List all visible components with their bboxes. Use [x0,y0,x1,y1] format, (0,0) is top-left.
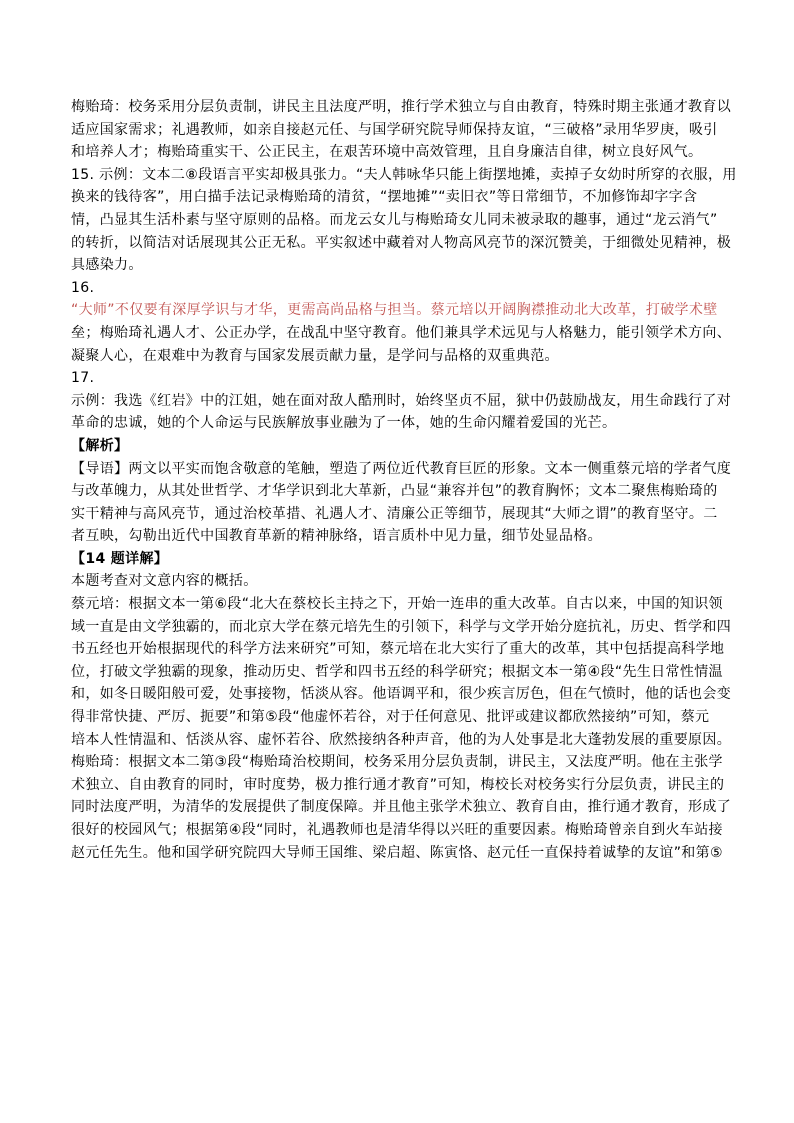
text-line: 【导语】两文以平实而饱含敬意的笔触，塑造了两位近代教育巨匠的形象。文本一侧重蔡元培的学者气度 [71,460,732,477]
text-line: 蔡元培：根据文本一第⑥段“北大在蔡校长主持之下，开始一连串的重大改革。自古以来，中国的知识领 [71,596,723,613]
text-line: 凝聚人心，在艰难中为教育与国家发展贡献力量，是学问与品格的双重典范。 [71,347,559,364]
text-line: 具感染力。 [71,257,143,274]
text-line: 位，打破文学独霸的现象，推动历史、哲学和四书五经的科学研究；根据文本一第④段“先生日常性情温 [71,663,723,680]
text-line: 域一直是由文学独霸的，而北京大学在蔡元培先生的引领下，科学与文学开始分庭抗礼，历史、哲学和四 [71,618,732,635]
text-line: 和，如冬日暖阳般可爱，处事接物，恬淡从容。他语调平和，很少疾言厉色，但在气愤时，他的话也会变 [71,686,732,703]
text-line: 培本人性情温和、恬淡从容、虚怀若谷、欣然接纳各种声音，他的为人处事是北大蓬勃发展的重要原因。 [71,731,732,748]
text-line: 17. [71,370,95,387]
text-line: 很好的校园风气；根据第④段“同时，礼遇教师也是清华得以兴旺的重要因素。梅贻琦曾亲自到火车站接 [71,822,723,838]
text-line: 者互映，勾勒出近代中国教育革新的精神脉络，语言质朴中见力量，细节处显品格。 [71,528,602,545]
text-line: 本题考查对文意内容的概括。 [71,573,258,590]
text-line: 赵元任先生。他和国学研究院四大导师王国维、梁启超、陈寅恪、赵元任一直保持着诚挚的友谊”和第⑤ [71,844,723,861]
text-line: 情，凸显其生活朴素与坚守原则的品格。而龙云女儿与梅贻琦女儿同未被录取的趣事，通过“龙云消气” [71,211,718,228]
text-line: 革命的忠诚，她的个人命运与民族解放事业融为了一体，她的生命闪耀着爱国的光芒。 [71,415,617,432]
section-heading: 【14 题详解】 [71,550,169,567]
text-line: 与改革魄力，从其处世哲学、才华学识到北大革新，凸显“兼容并包”的教育胸怀；文本二聚焦梅贻琦的 [71,483,718,500]
text-line: 得非常快捷、严厉、扼要”和第⑤段“他虚怀若谷，对于任何意见、批评或建议都欣然接纳”可知，蔡元 [71,709,710,726]
document-body [71,96,737,864]
text-line: 和培养人才；梅贻琦重实干、公正民主，在艰苦环境中高效管理，且自身廉洁自律，树立良好风气。 [71,144,703,161]
text-line: 的转折，以简洁对话展现其公正无私。平实叙述中藏着对人物高风亮节的深沉赞美，于细微处见精神，极 [71,234,732,251]
text-line: 术独立、自由教育的同时，审时度势，极力推行通才教育”可知，梅校长对校务实行分层负责，讲民主的 [71,776,725,793]
text-line: 垒；梅贻琦礼遇人才、公正办学，在战乱中坚守教育。他们兼具学术远见与人格魅力，能引领学术方向、 [71,324,732,341]
text-line: 16. [71,279,95,296]
text-line: “大师”不仅要有深厚学识与才华，更需高尚品格与担当。蔡元培以开阔胸襟推动北大改革，打破学术壁 [71,302,718,319]
text-line: 示例：我选《红岩》中的江姐，她在面对敌人酷刑时，始终坚贞不屈，狱中仍鼓励战友，用生命践行了对 [71,392,732,409]
text-line: 梅贻琦：校务采用分层负责制，讲民主且法度严明，推行学术独立与自由教育，特殊时期主张通才教育以 [71,99,732,115]
text-line: 书五经也开始根据现代的科学方法来研究”可知，蔡元培在北大实行了重大的改革，其中包括提高科学地 [71,641,725,658]
text-line: 15. 示例：文本二⑧段语言平实却极具张力。“夫人韩咏华只能上街摆地摊，卖掉子女幼时所穿的衣服，用 [71,166,737,183]
section-heading: 【解析】 [71,437,129,454]
text-line: 换来的钱待客”，用白描手法记录梅贻琦的清贫，“摆地摊”“卖旧衣”等日常细节，不加修饰却字字含 [71,189,698,206]
text-line: 同时法度严明，为清华的发展提供了制度保障。并且他主张学术独立、教育自由，推行通才教育，形成了 [71,799,732,816]
text-line: 梅贻琦：根据文本二第③段“梅贻琦治校期间，校务采用分层负责制，讲民主，又法度严明。他在主张学 [71,754,723,771]
text-line: 适应国家需求；礼遇教师，如亲自接赵元任、与国学研究院导师保持友谊，“三破格”录用华罗庚，吸引 [71,121,718,138]
text-line: 实干精神与高风亮节，通过治校革措、礼遇人才、清廉公正等细节，展现其“大师之谓”的教育坚守。二 [71,505,718,522]
